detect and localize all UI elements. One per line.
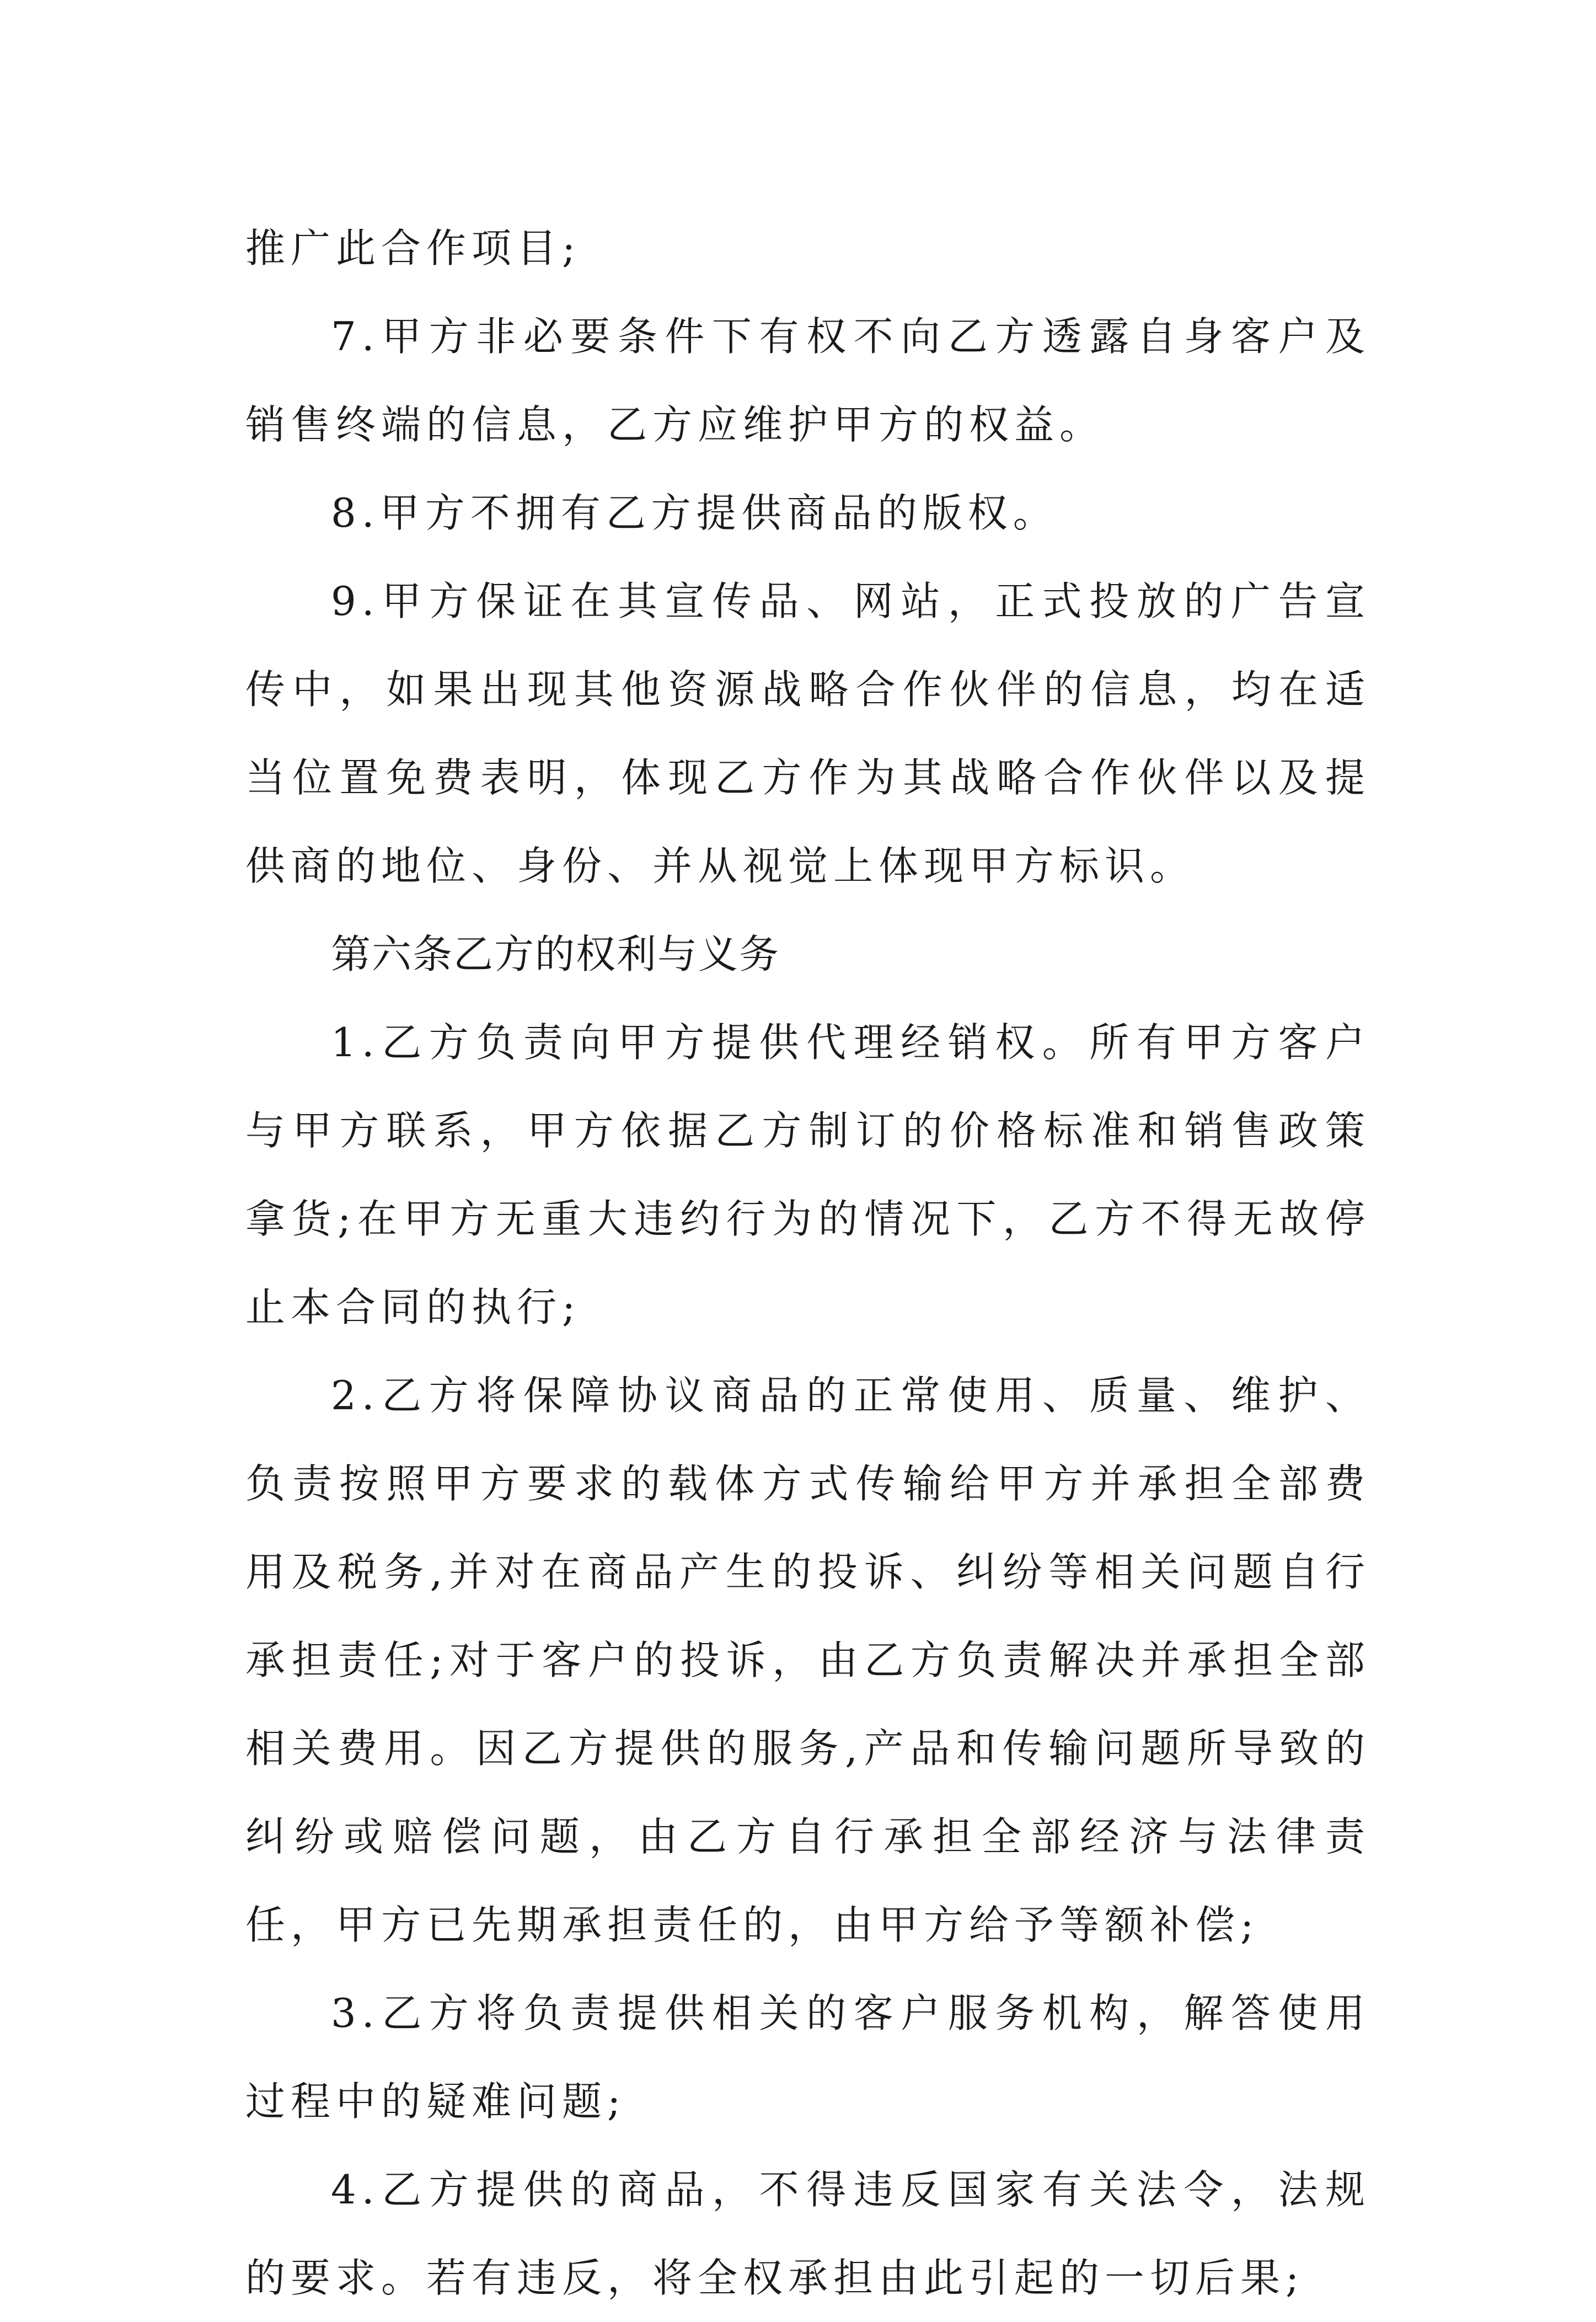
paragraph-item-3: 3.乙方将负责提供相关的客户服务机构，解答使用过程中的疑难问题; [245,1990,1370,2125]
paragraph-item-1: 1.乙方负责向甲方提供代理经销权。所有甲方客户与甲方联系，甲方依据乙方制订的价格标准和销售政策拿货;在甲方无重大违约行为的情况下，乙方不得无故停止本合同的执行; [245,1019,1370,1330]
paragraph-item-4: 4.乙方提供的商品，不得违反国家有关法令，法规的要求。若有违反，将全权承担由此引起的一切后果; [245,2166,1370,2301]
document-body [245,204,1370,2322]
section-heading-article-6: 第六条乙方的权利与义务 [331,931,780,977]
paragraph-item-8: 8.甲方不拥有乙方提供商品的版权。 [331,490,1058,536]
paragraph-item-9: 9.甲方保证在其宣传品、网站，正式投放的广告宣传中，如果出现其他资源战略合作伙伴的信息，均在适当位置免费表明，体现乙方作为其战略合作伙伴以及提供商的地位、身份、并从视觉上体现甲方标识。 [245,578,1370,889]
paragraph-continuation: 推广此合作项目; [245,225,581,271]
paragraph-item-2: 2.乙方将保障协议商品的正常使用、质量、维护、负责按照甲方要求的载体方式传输给甲方并承担全部费用及税务,并对在商品产生的投诉、纠纷等相关问题自行承担责任;对于客户的投诉，由乙方负责解决并承担全部相关费用。因乙方提供的服务,产品和传输问题所导致的纠纷或赔偿问题，由乙方自行承担全部经济与法律责任，甲方已先期承担责任的，由甲方给予等额补偿; [245,1372,1370,1948]
paragraph-item-7: 7.甲方非必要条件下有权不向乙方透露自身客户及销售终端的信息，乙方应维护甲方的权益。 [245,313,1370,448]
